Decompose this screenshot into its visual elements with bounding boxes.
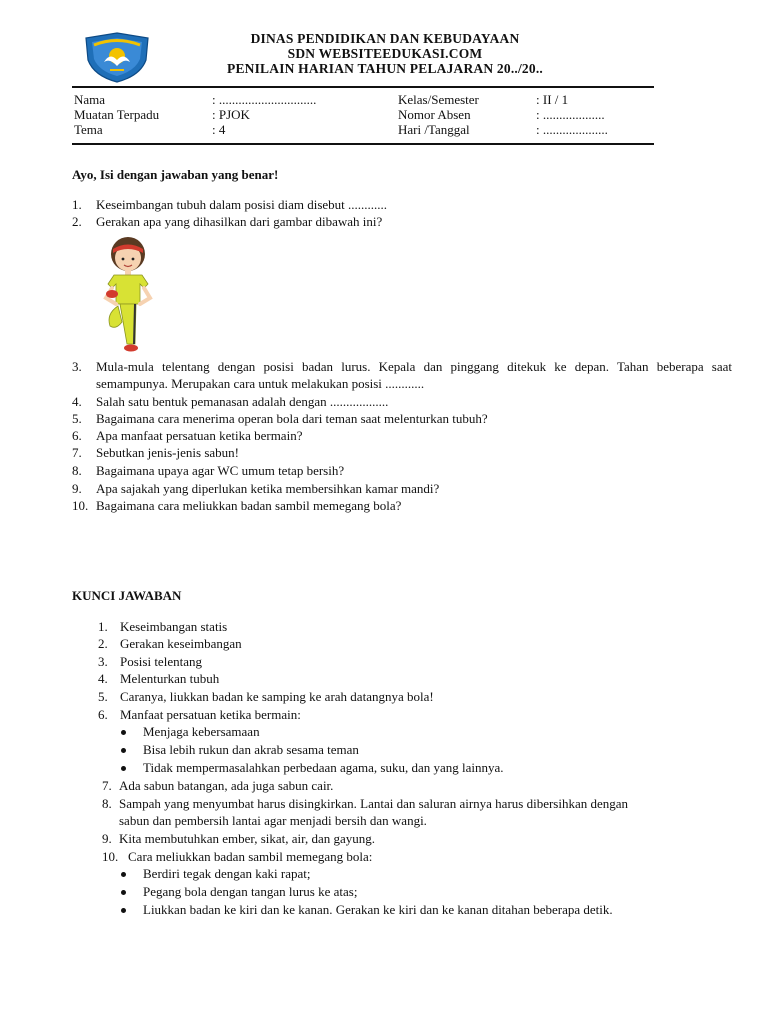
question-number: 10. bbox=[72, 498, 89, 513]
muatan-value: : PJOK bbox=[212, 107, 250, 122]
hari-value: : .................... bbox=[536, 122, 608, 137]
header-line-2: SDN WEBSITEEDUKASI.COM bbox=[287, 46, 483, 61]
answer-number: 1. bbox=[98, 619, 108, 634]
question-text: Bagaimana cara meliukkan badan sambil memegang bola? bbox=[96, 498, 402, 513]
nama-label: Nama bbox=[74, 92, 106, 107]
bullet-icon bbox=[121, 908, 126, 913]
question-item bbox=[72, 358, 732, 392]
answer-bullet: Bisa lebih rukun dan akrab sesama teman bbox=[143, 742, 359, 757]
question-text: Apa manfaat persatuan ketika bermain? bbox=[96, 428, 303, 443]
answer-text: Gerakan keseimbangan bbox=[120, 636, 242, 651]
question-number: 2. bbox=[72, 214, 82, 229]
answer-text: Posisi telentang bbox=[120, 654, 202, 669]
muatan-label: Muatan Terpadu bbox=[74, 107, 160, 122]
answer-text: Melenturkan tubuh bbox=[120, 671, 220, 686]
question-item bbox=[72, 427, 732, 444]
answer-number: 10. bbox=[102, 849, 119, 864]
header-line-1: DINAS PENDIDIKAN DAN KEBUDAYAAN bbox=[250, 31, 520, 46]
nama-value: : .............................. bbox=[212, 92, 317, 107]
question-item bbox=[72, 462, 732, 479]
question-number: 4. bbox=[72, 394, 82, 409]
absen-label: Nomor Absen bbox=[398, 107, 471, 122]
instruction: Ayo, Isi dengan jawaban yang benar! bbox=[72, 167, 279, 182]
answer-text: Keseimbangan statis bbox=[120, 619, 228, 634]
answer-text: Kita membutuhkan ember, sikat, air, dan gayung. bbox=[119, 831, 376, 846]
answer-text: Cara meliukkan badan sambil memegang bola: bbox=[128, 849, 373, 864]
bullet-icon bbox=[121, 766, 126, 771]
absen-value: : ................... bbox=[536, 107, 605, 122]
question-number: 1. bbox=[72, 197, 82, 212]
question-number: 6. bbox=[72, 428, 82, 443]
bullet-icon bbox=[121, 748, 126, 753]
answer-number: 9. bbox=[102, 831, 112, 846]
question-text: Sebutkan jenis-jenis sabun! bbox=[96, 445, 239, 460]
answer-number: 8. bbox=[102, 796, 112, 811]
question-text: Bagaimana cara menerima operan bola dari teman saat melenturkan tubuh? bbox=[96, 411, 488, 426]
header-rule-top bbox=[72, 86, 654, 88]
tema-value: : 4 bbox=[212, 122, 226, 137]
question-text: Keseimbangan tubuh dalam posisi diam disebut ............ bbox=[96, 197, 388, 212]
question-number: 7. bbox=[72, 445, 82, 460]
question-number: 9. bbox=[72, 481, 82, 496]
question-item bbox=[72, 497, 732, 514]
kelas-label: Kelas/Semester bbox=[398, 92, 479, 107]
answer-number: 2. bbox=[98, 636, 108, 651]
bullet-icon bbox=[121, 890, 126, 895]
answer-bullet: Tidak mempermasalahkan perbedaan agama, suku, dan yang lainnya. bbox=[143, 760, 504, 775]
answer-text: Manfaat persatuan ketika bermain: bbox=[120, 707, 301, 722]
answer-bullet: Berdiri tegak dengan kaki rapat; bbox=[143, 866, 311, 881]
question-item bbox=[72, 213, 732, 230]
header-rule-bottom bbox=[72, 143, 654, 145]
answer-number: 3. bbox=[98, 654, 108, 669]
answer-number: 4. bbox=[98, 671, 108, 686]
question-text: Apa sajakah yang diperlukan ketika membersihkan kamar mandi? bbox=[96, 481, 440, 496]
question-text: Salah satu bentuk pemanasan adalah dengan .................. bbox=[96, 394, 389, 409]
question-number: 3. bbox=[72, 359, 82, 374]
bullet-icon bbox=[121, 730, 126, 735]
question-item bbox=[72, 444, 732, 461]
answer-bullet: Pegang bola dengan tangan lurus ke atas; bbox=[143, 884, 358, 899]
question-item bbox=[72, 410, 732, 427]
answer-key-title: KUNCI JAWABAN bbox=[72, 588, 182, 603]
answer-bullet: Liukkan badan ke kiri dan ke kanan. Gerakan ke kiri dan ke kanan ditahan beberapa detik. bbox=[143, 902, 613, 917]
answer-text: Sampah yang menyumbat harus disingkirkan. Lantai dan saluran airnya harus dibersihkan dengan bbox=[119, 796, 629, 811]
answer-number: 5. bbox=[98, 689, 108, 704]
tema-label: Tema bbox=[74, 122, 103, 137]
answer-text-continued: sabun dan pembersih lantai agar menjadi bersih dan wangi. bbox=[119, 813, 427, 828]
question-text: Bagaimana upaya agar WC umum tetap bersih? bbox=[96, 463, 345, 478]
answer-number: 7. bbox=[102, 778, 112, 793]
girl-balancing-illustration-icon bbox=[96, 234, 160, 360]
question-item bbox=[72, 196, 732, 213]
question-item bbox=[72, 393, 732, 410]
question-number: 5. bbox=[72, 411, 82, 426]
header-line-3: PENILAIN HARIAN TAHUN PELAJARAN 20../20.. bbox=[227, 61, 543, 76]
question-text: Mula-mula telentang dengan posisi badan lurus. Kepala dan pinggang ditekuk ke depan. Tahan beberapa saat semampunya. Merupakan cara untuk melakukan posisi ............ bbox=[96, 359, 732, 391]
question-number: 8. bbox=[72, 463, 82, 478]
question-text: Gerakan apa yang dihasilkan dari gambar dibawah ini? bbox=[96, 214, 383, 229]
bullet-icon bbox=[121, 872, 126, 877]
answer-bullet: Menjaga kebersamaan bbox=[143, 724, 260, 739]
kelas-value: : II / 1 bbox=[536, 92, 569, 107]
answer-text: Caranya, liukkan badan ke samping ke arah datangnya bola! bbox=[120, 689, 434, 704]
question-item bbox=[72, 480, 732, 497]
hari-label: Hari /Tanggal bbox=[398, 122, 470, 137]
tut-wuri-handayani-logo-icon bbox=[80, 30, 154, 84]
answer-number: 6. bbox=[98, 707, 108, 722]
answer-text: Ada sabun batangan, ada juga sabun cair. bbox=[119, 778, 334, 793]
